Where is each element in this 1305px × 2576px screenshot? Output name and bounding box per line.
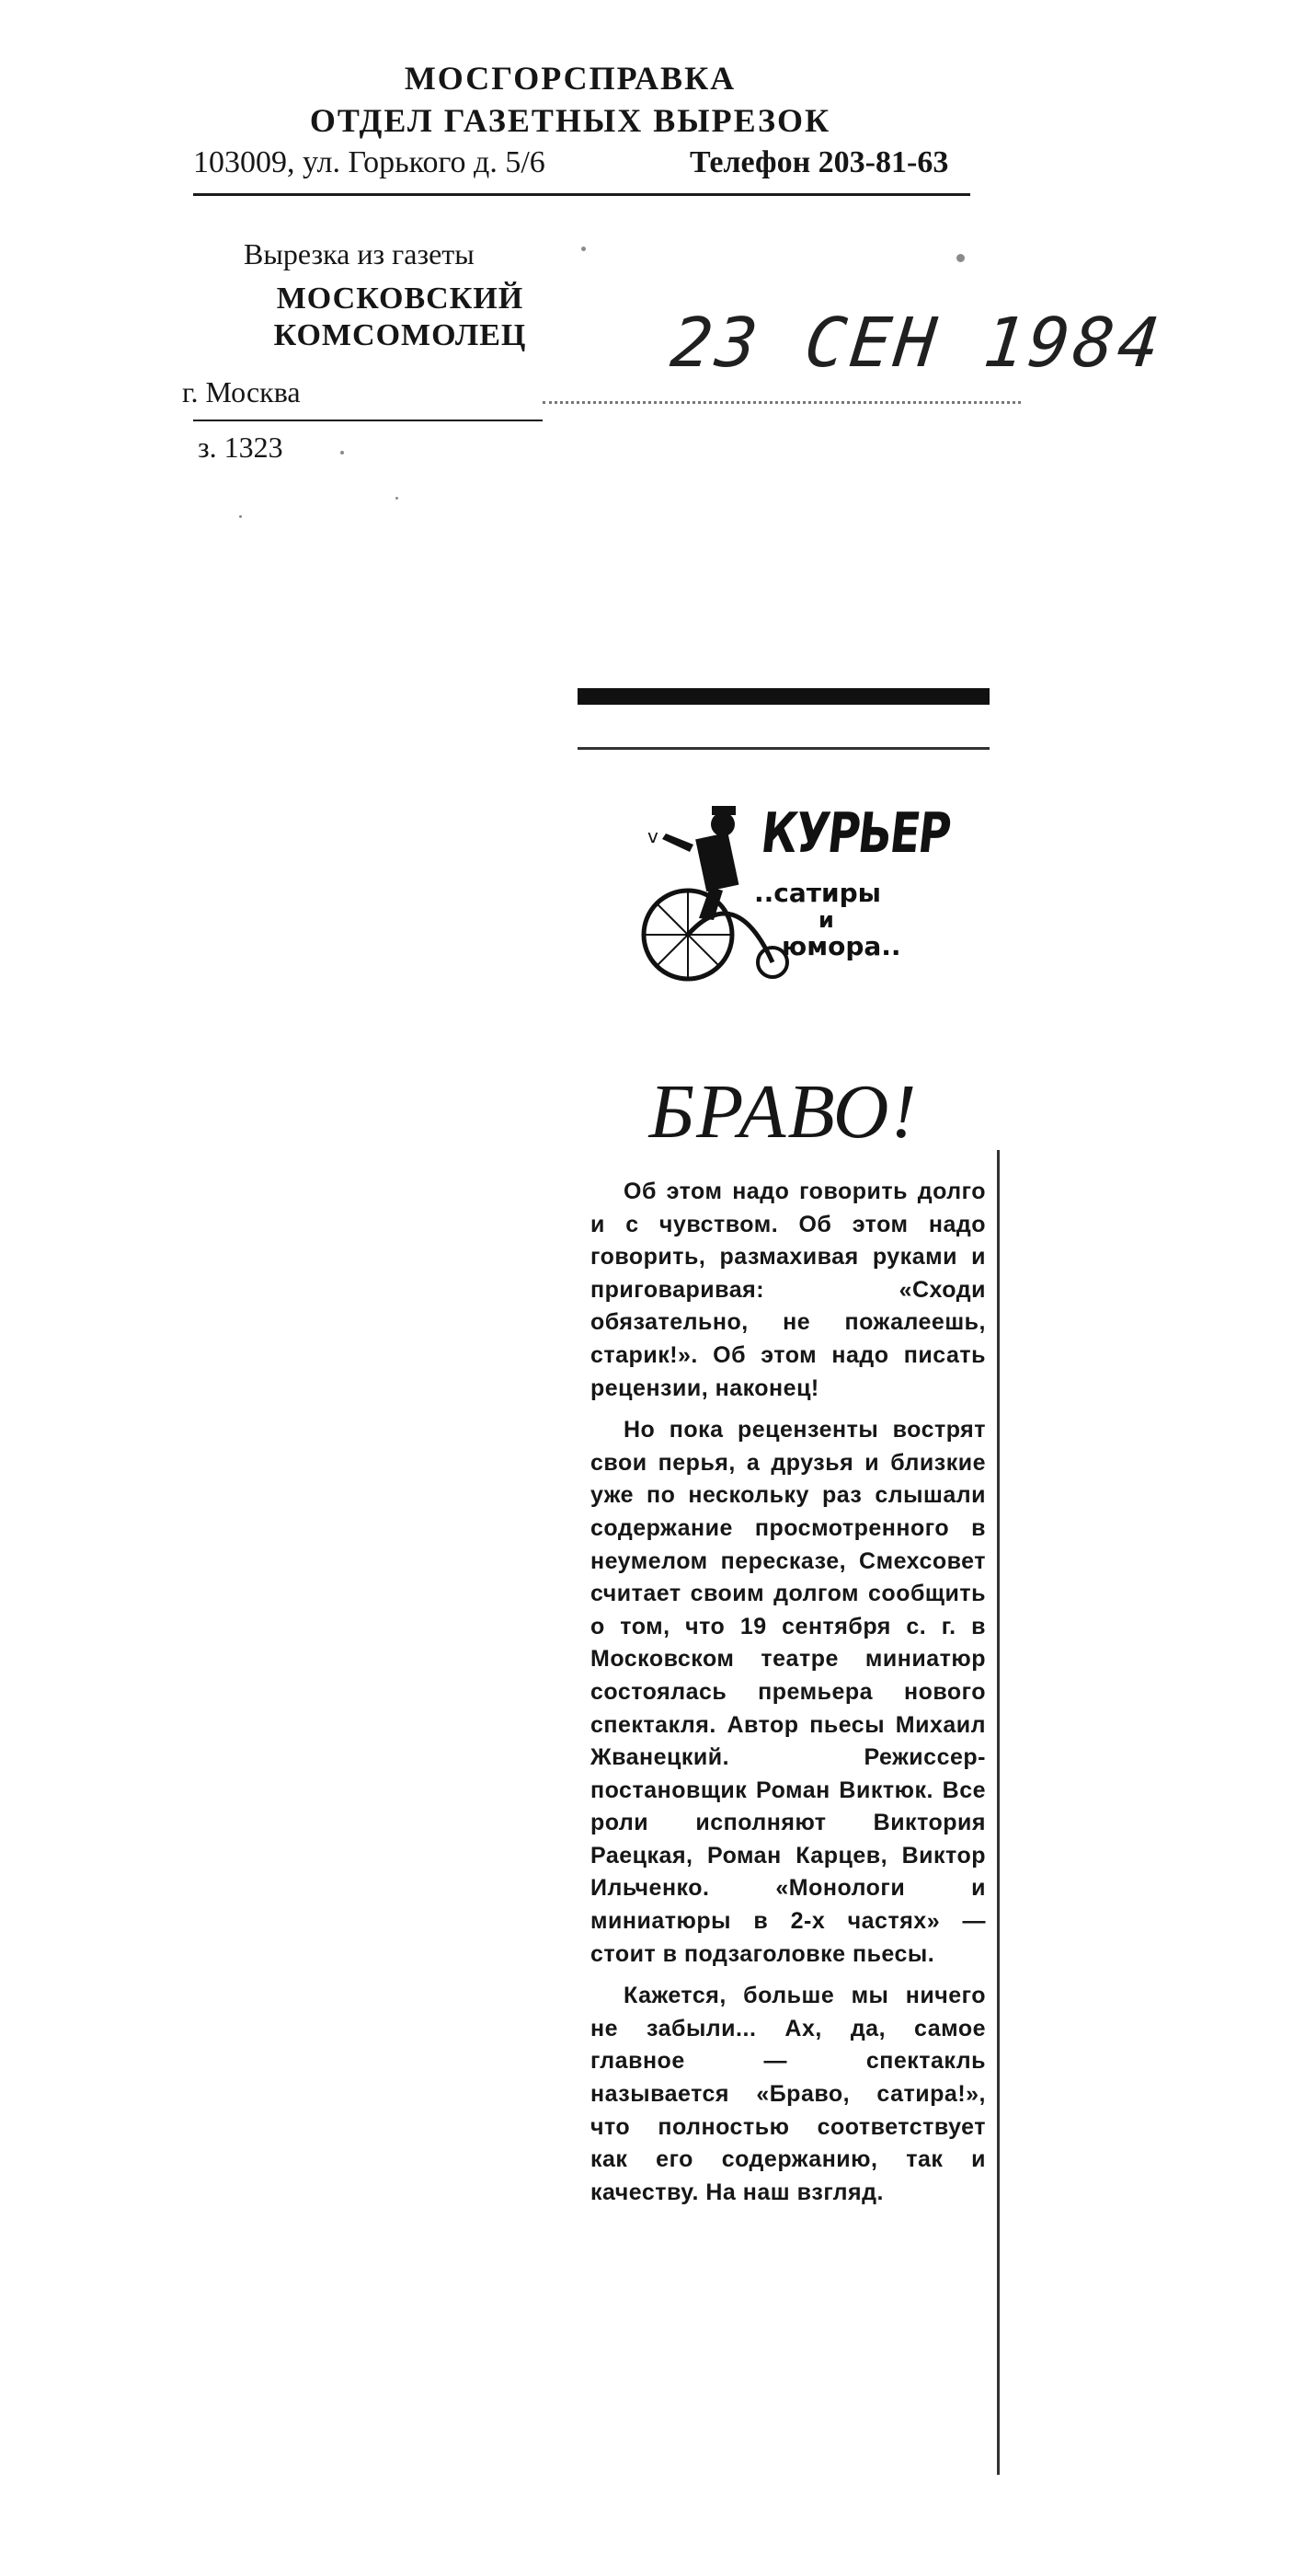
clipping-label: Вырезка из газеты <box>244 237 475 270</box>
newspaper-name <box>262 281 538 354</box>
logo-word-courier: КУРЬЕР <box>758 801 953 866</box>
article-headline: БРАВО! <box>648 1069 919 1155</box>
date-stamp: 23 СЕН 1984 <box>667 304 1167 383</box>
scan-speck <box>956 254 965 262</box>
scan-speck <box>340 451 344 454</box>
column-top-rule <box>578 747 990 750</box>
agency-address: 103009, ул. Горького д. 5/6 <box>193 145 545 179</box>
stamp-dotted-line <box>543 401 1021 404</box>
column-right-rule <box>997 1150 1000 2475</box>
agency-title: МОСГОРСПРАВКА <box>404 60 737 97</box>
article-paragraph: Кажется, больше мы ничего не забыли... Ах, да, самое главное — спектакль называется «Браво, сатира!», что полностью соответствует как его содержанию, так и качеству. На наш взгляд. <box>590 1983 986 2205</box>
svg-text:v: v <box>647 825 658 847</box>
logo-word-humor: юмора.. <box>782 931 901 961</box>
article-body <box>590 1176 986 2218</box>
article-paragraph: Об этом надо говорить долго и с чувством. Об этом надо говорить, размахивая руками и приговаривая: «Сходи обязательно, не пожалеешь, старик!». Об этом надо писать рецензии, наконец! <box>590 1179 986 1401</box>
column-top-bar <box>578 688 990 705</box>
department-title: ОТДЕЛ ГАЗЕТНЫХ ВЫРЕЗОК <box>309 102 831 139</box>
rubric-logo <box>635 799 953 1001</box>
newspaper-name-line1: МОСКОВСКИЙ <box>276 282 524 316</box>
article-paragraph: Но пока рецензенты вострят свои перья, а друзья и близкие уже по нескольку раз слышали содержание просмотренного в неумелом пересказе, Смехсовет считает своим долгом сообщить о том, что 19 сентября с. г. в Московском театре миниатюр состоялась премьера нового спектакля. Автор пьесы Михаил Жванецкий. Режиссер-постановщик Роман Виктюк. Все роли исполняют Виктория Раецкая, Роман Карцев, Виктор Ильченко. «Монологи и миниатюры в 2-х частях» — стоит в подзаголовке пьесы. <box>590 1417 986 1967</box>
city-label: г. Москва <box>182 375 301 408</box>
city-divider <box>193 420 543 421</box>
logo-word-satire: ..сатиры <box>754 878 881 908</box>
logo-word-and: и <box>818 907 834 933</box>
scan-speck <box>581 247 586 251</box>
agency-phone: Телефон 203-81-63 <box>690 145 949 179</box>
scan-speck <box>395 497 398 500</box>
header-divider <box>193 193 970 196</box>
scan-speck <box>239 515 242 518</box>
newspaper-name-line2: КОМСОМОЛЕЦ <box>273 318 527 352</box>
order-number: з. 1323 <box>198 431 283 464</box>
